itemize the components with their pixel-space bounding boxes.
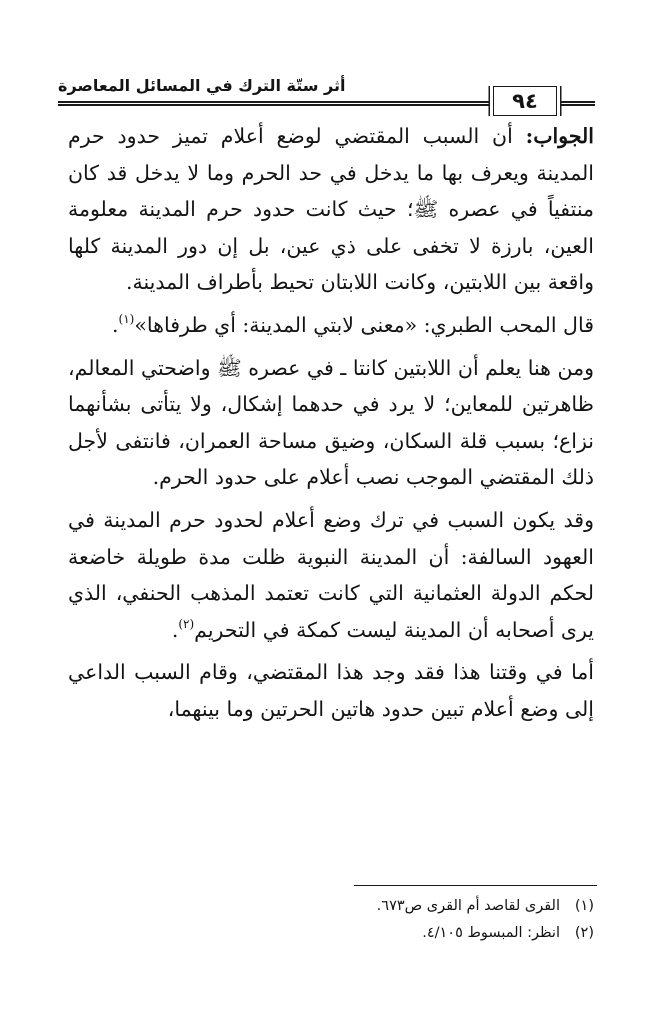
footnote-text: القرى لقاصد أم القرى ص٦٧٣.: [376, 898, 560, 914]
footnote-1: [330, 893, 594, 920]
paragraph-text: أن السبب المقتضي لوضع أعلام تميز حدود حرم المدينة ويعرف بها ما يدخل في حد الحرم وما لا يدخل قد كان منتفياً في عصره ﷺ؛ حيث كانت حدود حرم المدينة معلومة العين، بارزة لا تخفى على ذي عين، بل إن دور المدينة كلها واقعة بين اللابتين، وكانت اللابتان تحيط بأطراف المدينة.: [68, 124, 594, 295]
paragraph-ottoman: [68, 502, 594, 648]
footnote-separator: [354, 885, 597, 886]
paragraph-end: .: [171, 617, 179, 642]
footnote-number: (١): [574, 898, 594, 914]
paragraph-text: أما في وقتنا هذا فقد وجد هذا المقتضي، وقام السبب الداعي إلى وضع أعلام تبين حدود هاتين الحرتين وما بينهما،: [68, 660, 594, 721]
footnote-ref-1[interactable]: (١): [118, 311, 135, 326]
footnotes: [330, 893, 594, 947]
main-text: [68, 118, 594, 734]
paragraph-lavas: [68, 350, 594, 496]
paragraph-text: ومن هنا يعلم أن اللابتين كانتا ـ في عصره ﷺ واضحتي المعالم، ظاهرتين للمعاين؛ لا يرد في حدهما إشكال، ولا يتأتى بشأنهما نزاع؛ بسبب قلة السكان، وضيق مساحة العمران، فانتفى لأجل ذلك المقتضي الموجب نصب أعلام على حدود الحرم.: [68, 355, 594, 490]
answer-label: الجواب:: [525, 124, 594, 148]
footnote-number: (٢): [574, 925, 594, 941]
paragraph-quote: [68, 307, 594, 344]
paragraph-end: .: [112, 312, 119, 337]
paragraph-text: وقد يكون السبب في ترك وضع أعلام لحدود حرم المدينة في العهود السالفة: أن المدينة النبوية ظلت مدة طويلة خاضعة لحكم الدولة العثمانية التي كانت تعتمد المذهب الحنفي، الذي يرى أصحابه أن المدينة ليست كمكة في التحريم: [68, 507, 594, 642]
paragraph-answer: [68, 118, 594, 301]
book-title: أثر ستّة الترك في المسائل المعاصرة: [58, 76, 346, 95]
footnote-text: انظر: المبسوط ٤/١٠٥.: [422, 925, 560, 941]
page-number: ٩٤: [493, 86, 557, 116]
paragraph-text: قال المحب الطبري: «معنى لابتي المدينة: أي طرفاها»: [134, 312, 594, 337]
running-header: [58, 72, 595, 113]
footnote-ref-2[interactable]: (٢): [178, 616, 195, 631]
footnote-2: [330, 920, 594, 947]
paragraph-today: [68, 654, 594, 727]
